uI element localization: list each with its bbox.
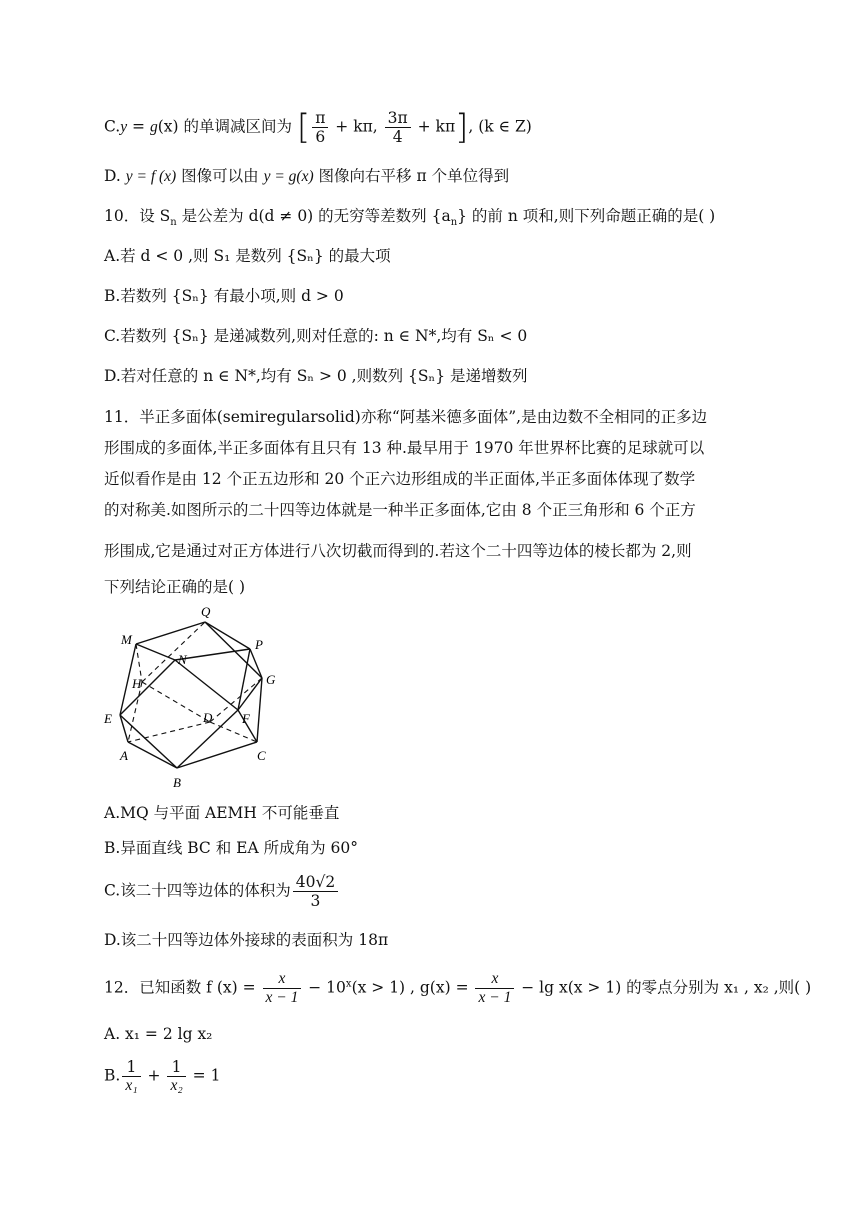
- q10-option-d: D.若对任意的 n ∈ N*,均有 Sₙ > 0 ,则数列 {Sₙ} 是递增数列: [104, 367, 528, 385]
- q12-stem: [104, 970, 811, 1007]
- q12-option-a: A. x₁ = 2 lg x₂: [104, 1025, 213, 1043]
- numerator: π: [312, 109, 328, 128]
- stem-text: 12．已知函数 f (x) =: [104, 978, 261, 997]
- option-letter: B.: [104, 1066, 121, 1085]
- denominator: 6: [315, 128, 326, 146]
- math-eq: = 1: [187, 1066, 221, 1085]
- q10-option-a: A.若 d < 0 ,则 S₁ 是数列 {Sₙ} 的最大项: [104, 247, 391, 265]
- label-B: B: [173, 775, 181, 790]
- q11-option-a: A.MQ 与平面 AEMH 不可能垂直: [104, 804, 340, 822]
- fraction-3pi-4: [385, 109, 411, 146]
- right-bracket: ]: [455, 107, 469, 148]
- label-P: P: [255, 637, 263, 652]
- stem-text: 是公差为 d(d ≠ 0) 的无穷等差数列 {a: [176, 207, 451, 225]
- q11-option-d: D.该二十四等边体外接球的表面积为 18π: [104, 931, 389, 949]
- q10-option-b: B.若数列 {Sₙ} 有最小项,则 d > 0: [104, 287, 344, 305]
- hidden-edge-HD: [142, 682, 210, 722]
- hidden-edge-HQ: [142, 622, 205, 682]
- fraction-g: [475, 970, 514, 1007]
- numerator: x: [475, 970, 514, 989]
- q10-option-c: C.若数列 {Sₙ} 是递减数列,则对任意的: n ∈ N*,均有 Sₙ < 0: [104, 327, 528, 345]
- label-N: N: [178, 652, 187, 667]
- stem-text: } 的前 n 项和,则下列命题正确的是( ): [457, 207, 716, 225]
- q10-stem: [104, 206, 715, 233]
- stem-text: − 10: [303, 978, 346, 997]
- denominator: x − 1: [478, 989, 512, 1006]
- label-D: D: [203, 710, 213, 725]
- fraction-1-x2: [167, 1058, 185, 1095]
- label-C: C: [257, 748, 266, 763]
- option-letter: C.: [104, 117, 121, 136]
- polyhedron-figure: [100, 600, 290, 795]
- q11-line-3: 近似看作是由 12 个正五边形和 20 个正六边形组成的半正面体,半正多面体体现了数学: [104, 470, 696, 488]
- math-text: + kπ,: [330, 117, 383, 136]
- option-text: 图像向右平移 π 个单位得到: [313, 167, 510, 185]
- option-text: C.该二十四等边体的体积为: [104, 881, 291, 900]
- q11-option-c: [104, 873, 340, 910]
- numerator: 1: [122, 1058, 140, 1077]
- subscript: n: [170, 217, 177, 229]
- math-plus: +: [142, 1066, 166, 1085]
- q11-line-6: 下列结论正确的是( ): [104, 578, 246, 596]
- q11-line-5: 形围成,它是通过对正方体进行八次切截而得到的.若这个二十四等边体的棱长都为 2,则: [104, 542, 692, 560]
- label-G: G: [266, 672, 276, 687]
- label-A: A: [120, 748, 128, 763]
- math-text: + kπ: [412, 117, 456, 136]
- edge-GC: [257, 678, 262, 742]
- stem-text: − lg x(x > 1) 的零点分别为 x₁ , x₂ ,则( ): [516, 978, 812, 997]
- edge-EN: [120, 660, 175, 715]
- denominator: x₁: [125, 1077, 138, 1094]
- q9-option-d: [104, 166, 509, 187]
- q9-option-c: [104, 109, 532, 146]
- denominator: 4: [392, 128, 403, 146]
- numerator: 1: [167, 1058, 185, 1077]
- fraction-f: [263, 970, 302, 1007]
- numerator: 40√2: [293, 873, 338, 892]
- math-text: , (k ∈ Z): [468, 117, 532, 136]
- label-Q: Q: [201, 604, 211, 619]
- q12-option-b: [104, 1058, 220, 1095]
- edge-BC: [177, 742, 257, 768]
- fraction-1-x1: [122, 1058, 140, 1095]
- denominator: 3: [310, 892, 321, 910]
- hidden-edge-DG: [210, 678, 262, 722]
- fraction-volume: [293, 873, 338, 910]
- stem-text: 10．设 S: [104, 207, 171, 225]
- edge-MN: [136, 644, 175, 660]
- label-F: F: [242, 711, 250, 726]
- edge-QG: [205, 622, 262, 678]
- q11-line-1: 11．半正多面体(semiregularsolid)亦称“阿基米德多面体”,是由边数不全相同的正多边: [104, 408, 708, 426]
- subscript: n: [450, 217, 458, 229]
- hidden-edge-DA: [128, 722, 210, 742]
- option-text: 图像可以由: [176, 167, 264, 185]
- label-M: M: [121, 632, 132, 647]
- superscript: x: [345, 978, 352, 990]
- math-eq: =: [127, 117, 150, 136]
- q11-line-4: 的对称美.如图所示的二十四等边体就是一种半正多面体,它由 8 个正三角形和 6 个正方: [104, 501, 696, 519]
- math-g: g: [149, 118, 158, 136]
- math-y: y: [120, 118, 128, 136]
- left-bracket: [: [296, 107, 311, 148]
- numerator: x: [263, 970, 302, 989]
- edge-MQ: [136, 622, 205, 644]
- option-text: 的单调减区间为: [178, 117, 297, 136]
- math-expr: y = f (x): [125, 168, 177, 185]
- q11-line-2: 形围成的多面体,半正多面体有且只有 13 种.最早用于 1970 年世界杯比赛的足球就可以: [104, 439, 705, 457]
- math-x: (x): [157, 117, 179, 136]
- denominator: x₂: [170, 1077, 183, 1094]
- label-E: E: [104, 711, 112, 726]
- edge-NF: [175, 660, 238, 710]
- option-letter: D.: [104, 167, 126, 185]
- numerator: 3π: [385, 109, 411, 128]
- label-H: H: [132, 676, 142, 691]
- q11-option-b: B.异面直线 BC 和 EA 所成角为 60°: [104, 839, 358, 857]
- denominator: x − 1: [265, 989, 299, 1006]
- stem-text: (x > 1) , g(x) =: [351, 978, 474, 997]
- fraction-pi-6: [312, 109, 328, 146]
- edge-PG: [250, 649, 262, 678]
- math-expr: y = g(x): [263, 168, 314, 185]
